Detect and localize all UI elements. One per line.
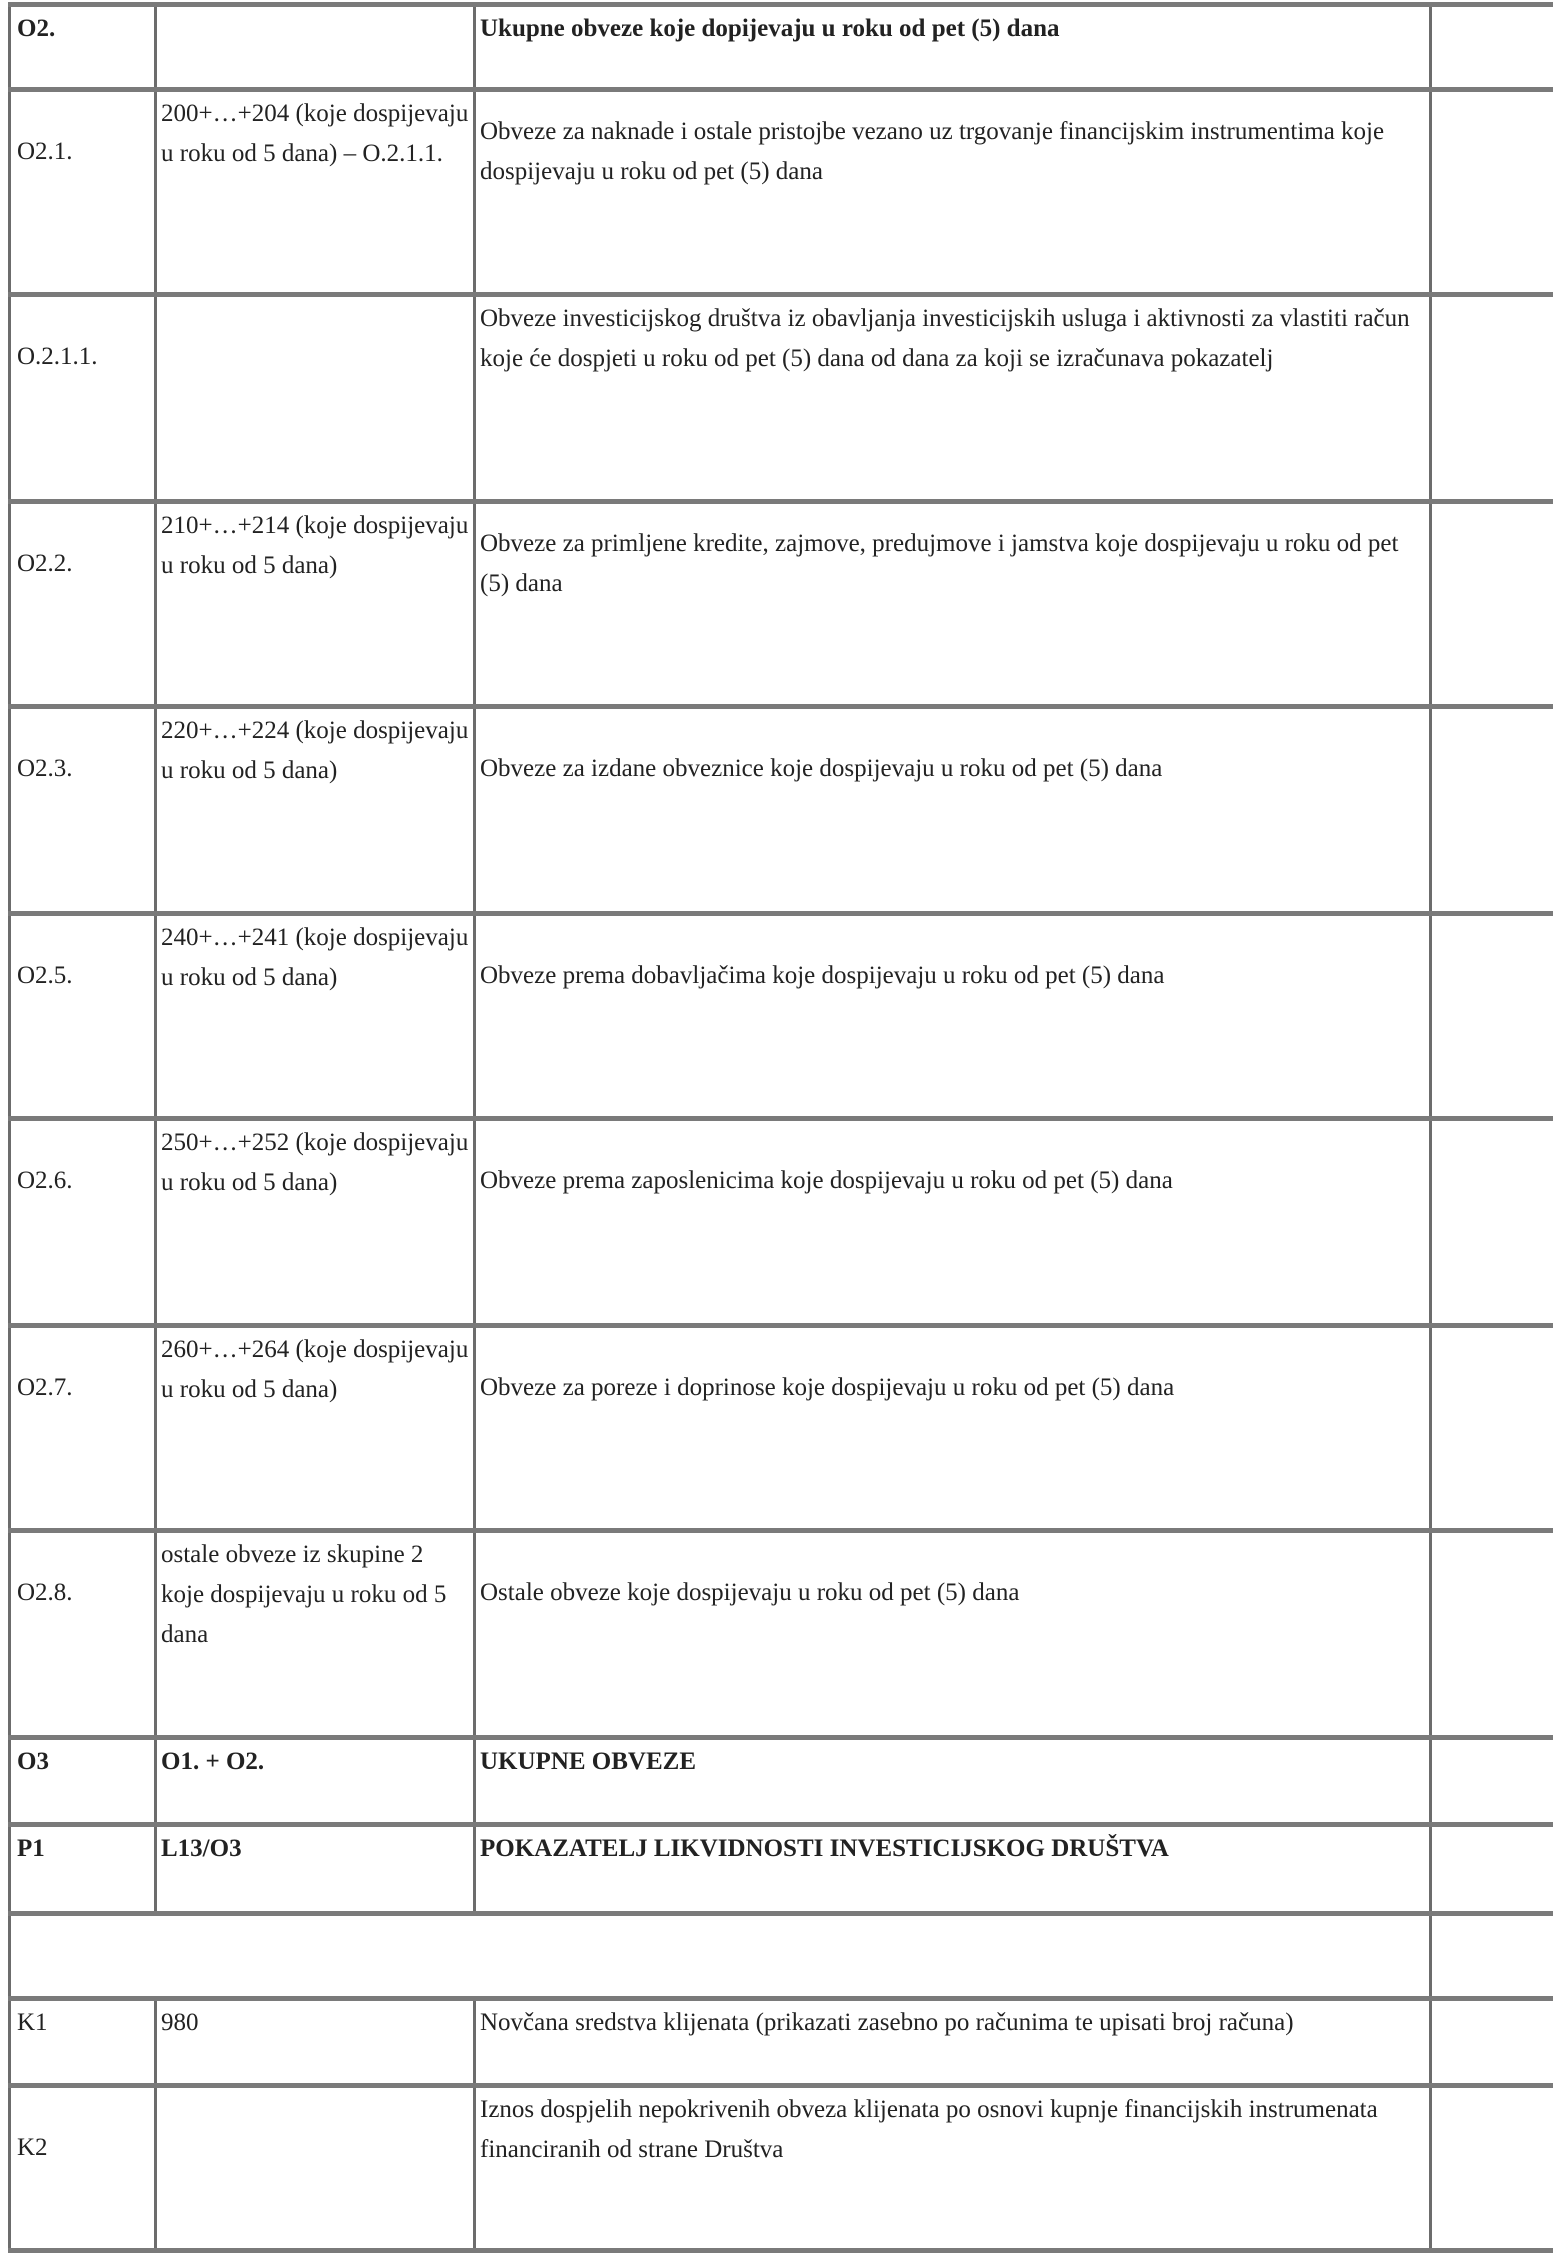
row-code: O.2.1.1. <box>10 295 156 502</box>
row-formula <box>156 5 475 90</box>
row-formula: L13/O3 <box>156 1825 475 1914</box>
row-description: Novčana sredstva klijenata (prikazati zasebno po računima te upisati broj računa) <box>475 1999 1431 2086</box>
row-description: Obveze investicijskog društva iz obavljanja investicijskih usluga i aktivnosti za vlastiti račun koje će dospjeti u roku od pet (5) dana od dana za koji se izračunava pokazatelj <box>475 295 1431 502</box>
row-description: Obveze za naknade i ostale pristojbe vezano uz trgovanje financijskim instrumentima koje dospijevaju u roku od pet (5) dana <box>475 90 1431 295</box>
row-code: O2.3. <box>10 707 156 914</box>
row-value-cell[interactable] <box>1431 2086 1553 2251</box>
row-description: Obveze prema zaposlenicima koje dospijevaju u roku od pet (5) dana <box>475 1119 1431 1326</box>
row-value-cell[interactable] <box>1431 5 1553 90</box>
row-formula: 240+…+241 (koje dospijevaju u roku od 5 dana) <box>156 914 475 1119</box>
row-value-cell[interactable] <box>1431 502 1553 707</box>
row-value-cell[interactable] <box>1431 1326 1553 1531</box>
table-row <box>10 1326 1553 1531</box>
row-formula: ostale obveze iz skupine 2 koje dospijevaju u roku od 5 dana <box>156 1531 475 1738</box>
row-description: Obveze prema dobavljačima koje dospijevaju u roku od pet (5) dana <box>475 914 1431 1119</box>
table-row <box>10 1531 1553 1738</box>
row-formula: 260+…+264 (koje dospijevaju u roku od 5 dana) <box>156 1326 475 1531</box>
table-row-spacer <box>10 1914 1553 1999</box>
row-value-cell[interactable] <box>1431 1914 1553 1999</box>
row-code: O2. <box>10 5 156 90</box>
row-code: O2.6. <box>10 1119 156 1326</box>
row-code: O2.1. <box>10 90 156 295</box>
table-row <box>10 5 1553 90</box>
row-value-cell[interactable] <box>1431 1738 1553 1825</box>
row-code: O3 <box>10 1738 156 1825</box>
row-value-cell[interactable] <box>1431 90 1553 295</box>
row-code: O2.5. <box>10 914 156 1119</box>
row-description: Obveze za poreze i doprinose koje dospijevaju u roku od pet (5) dana <box>475 1326 1431 1531</box>
table-row <box>10 707 1553 914</box>
table-row <box>10 1825 1553 1914</box>
row-description: Iznos dospjelih nepokrivenih obveza klijenata po osnovi kupnje financijskih instrumenata financiranih od strane Društva <box>475 2086 1431 2251</box>
table-row <box>10 1119 1553 1326</box>
row-description: Ostale obveze koje dospijevaju u roku od pet (5) dana <box>475 1531 1431 1738</box>
table-row <box>10 914 1553 1119</box>
row-code: O2.2. <box>10 502 156 707</box>
liquidity-table <box>8 2 1553 2253</box>
row-value-cell[interactable] <box>1431 1119 1553 1326</box>
row-code: O2.8. <box>10 1531 156 1738</box>
row-formula <box>156 2086 475 2251</box>
row-value-cell[interactable] <box>1431 707 1553 914</box>
row-description: POKAZATELJ LIKVIDNOSTI INVESTICIJSKOG DRUŠTVA <box>475 1825 1431 1914</box>
row-value-cell[interactable] <box>1431 1531 1553 1738</box>
table-row <box>10 502 1553 707</box>
row-description: UKUPNE OBVEZE <box>475 1738 1431 1825</box>
row-value-cell[interactable] <box>1431 1999 1553 2086</box>
row-formula: 980 <box>156 1999 475 2086</box>
row-formula: 250+…+252 (koje dospijevaju u roku od 5 dana) <box>156 1119 475 1326</box>
table-row <box>10 1999 1553 2086</box>
row-formula: 210+…+214 (koje dospijevaju u roku od 5 dana) <box>156 502 475 707</box>
table-row <box>10 295 1553 502</box>
row-formula: 200+…+204 (koje dospijevaju u roku od 5 dana) – O.2.1.1. <box>156 90 475 295</box>
table-row <box>10 2086 1553 2251</box>
table-row <box>10 1738 1553 1825</box>
row-description: Obveze za primljene kredite, zajmove, predujmove i jamstva koje dospijevaju u roku od pet (5) dana <box>475 502 1431 707</box>
row-value-cell[interactable] <box>1431 295 1553 502</box>
row-value-cell[interactable] <box>1431 1825 1553 1914</box>
table-row <box>10 90 1553 295</box>
row-code: P1 <box>10 1825 156 1914</box>
row-formula: 220+…+224 (koje dospijevaju u roku od 5 dana) <box>156 707 475 914</box>
row-description: Obveze za izdane obveznice koje dospijevaju u roku od pet (5) dana <box>475 707 1431 914</box>
row-formula <box>156 295 475 502</box>
row-formula: O1. + O2. <box>156 1738 475 1825</box>
row-code: K2 <box>10 2086 156 2251</box>
row-description: Ukupne obveze koje dopijevaju u roku od pet (5) dana <box>475 5 1431 90</box>
spacer-cell <box>10 1914 1431 1999</box>
row-code: O2.7. <box>10 1326 156 1531</box>
row-value-cell[interactable] <box>1431 914 1553 1119</box>
row-code: K1 <box>10 1999 156 2086</box>
